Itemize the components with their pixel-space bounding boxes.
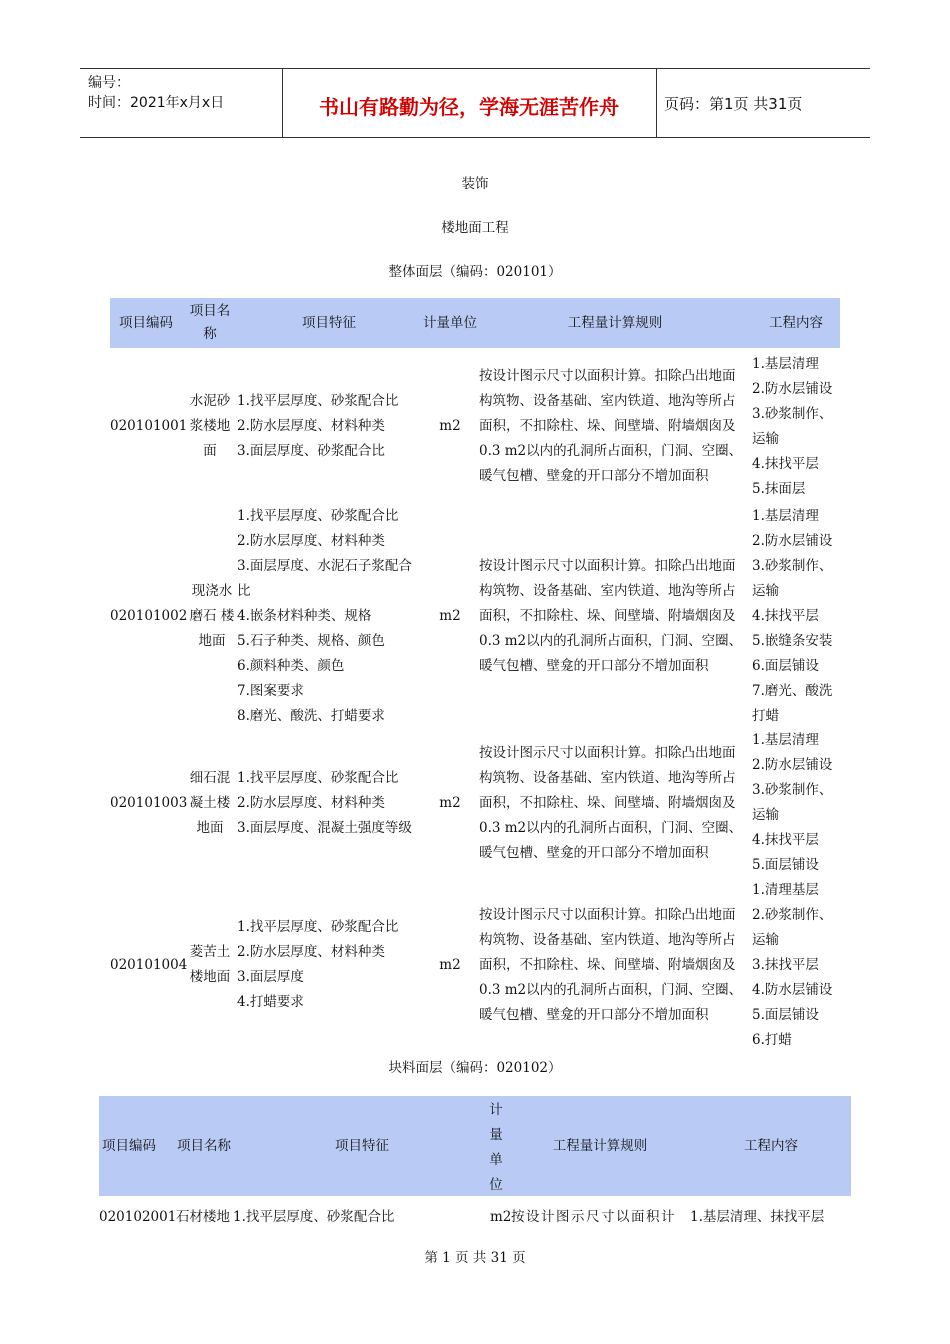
item-features	[237, 766, 412, 841]
item-content: 1.基层清理、抹找平层	[690, 1209, 825, 1225]
feature-line: 1.找平层厚度、砂浆配合比	[237, 508, 399, 524]
feature-line: 7.图案要求	[237, 683, 304, 699]
section-title-2: 块料面层（编码：020102）	[388, 1060, 562, 1076]
rule-line: 按设计图示尺寸以面积计算。扣除凸出地面	[479, 745, 736, 761]
rule-line: 暖气包槽、壁龛的开口部分不增加面积	[479, 845, 709, 861]
table2-col-rule: 工程量计算规则	[552, 1138, 648, 1154]
feature-line: 3.面层厚度、砂浆配合比	[237, 443, 385, 459]
item-code: 020102001	[99, 1209, 177, 1225]
table1-col-unit: 计量单位	[423, 315, 477, 331]
content-line: 5.抹面层	[752, 481, 806, 497]
rule-line: 0.3 m2以内的孔洞所占面积，门洞、空圈、	[479, 633, 743, 649]
item-rule	[479, 364, 742, 489]
feature-line: 2.防水层厚度、材料种类	[237, 944, 385, 960]
feature-line: 1.找平层厚度、砂浆配合比	[237, 919, 399, 935]
feature-line: 1.找平层厚度、砂浆配合比	[237, 393, 399, 409]
code-label: 编号：	[88, 75, 130, 91]
content-line: 3.砂浆制作、	[752, 406, 833, 422]
item-code: 020101004	[110, 957, 188, 973]
rule-line: 0.3 m2以内的孔洞所占面积，门洞、空圈、	[479, 820, 743, 836]
page-footer: 第 1 页 共 31 页	[424, 1250, 526, 1266]
item-content	[752, 878, 832, 1053]
item-name-line: 面	[203, 443, 217, 459]
item-unit: m2	[439, 795, 461, 811]
content-line: 运输	[752, 431, 779, 447]
content-line: 3.抹找平层	[752, 957, 819, 973]
content-line: 6.面层铺设	[752, 658, 819, 674]
table1-col-rule: 工程量计算规则	[567, 315, 663, 331]
feature-line: 比	[237, 583, 251, 599]
content-line: 2.砂浆制作、	[752, 907, 833, 923]
rule-line: 构筑物、设备基础、室内铁道、地沟等所占	[479, 932, 736, 948]
rule-line: 面积，不扣除柱、垛、间壁墙、附墙烟囱及	[479, 795, 736, 811]
feature-line: 2.防水层厚度、材料种类	[237, 795, 385, 811]
item-name-line: 地面	[198, 633, 226, 649]
item-name-line: 浆楼地	[189, 418, 231, 434]
item-rule	[479, 903, 742, 1028]
feature-line: 3.面层厚度、混凝土强度等级	[237, 820, 412, 836]
content-line: 打蜡	[752, 708, 779, 724]
item-features	[237, 389, 398, 464]
rule-line: 0.3 m2以内的孔洞所占面积，门洞、空圈、	[479, 982, 743, 998]
item-rule	[479, 554, 742, 679]
doc-subtitle: 楼地面工程	[441, 220, 509, 236]
item-name	[186, 389, 234, 464]
unit-header-char: 量	[489, 1127, 503, 1143]
content-line: 2.防水层铺设	[752, 381, 833, 397]
table2-col-features: 项目特征	[335, 1138, 389, 1154]
item-name-line: 细石混	[189, 770, 231, 786]
doc-title: 装饰	[461, 176, 489, 192]
content-line: 运输	[752, 807, 779, 823]
unit-header-char: 位	[489, 1177, 503, 1193]
item-name-line: 磨石 楼	[189, 608, 235, 624]
rule-line: 按设计图示尺寸以面积计算。扣除凸出地面	[479, 558, 736, 574]
item-name-line: 楼地面	[189, 969, 231, 985]
feature-line: 3.面层厚度、水泥石子浆配合	[237, 558, 412, 574]
rule-line: 按设计图示尺寸以面积计算。扣除凸出地面	[479, 907, 736, 923]
item-content	[752, 728, 832, 878]
item-name-line: 现浇水	[191, 583, 233, 599]
rule-line: 构筑物、设备基础、室内铁道、地沟等所占	[479, 770, 736, 786]
feature-line: 2.防水层厚度、材料种类	[237, 533, 385, 549]
feature-line: 2.防水层厚度、材料种类	[237, 418, 385, 434]
content-line: 1.基层清理	[752, 356, 819, 372]
content-line: 3.砂浆制作、	[752, 782, 833, 798]
rule-line: 面积，不扣除柱、垛、间壁墙、附墙烟囱及	[479, 608, 736, 624]
item-rule	[479, 741, 742, 866]
item-unit: m2	[439, 418, 461, 434]
feature-line: 1.找平层厚度、砂浆配合比	[237, 770, 399, 786]
item-content	[752, 352, 832, 502]
content-line: 运输	[752, 932, 779, 948]
content-line: 5.嵌缝条安装	[752, 633, 833, 649]
content-line: 3.砂浆制作、	[752, 558, 833, 574]
feature-line: 4.打蜡要求	[237, 994, 304, 1010]
feature-line: 4.嵌条材料种类、规格	[237, 608, 372, 624]
table2-col-code: 项目编码	[102, 1138, 156, 1154]
content-line: 1.基层清理	[752, 732, 819, 748]
table2-col-unit	[485, 1098, 507, 1198]
rule-line: 面积，不扣除柱、垛、间壁墙、附墙烟囱及	[479, 957, 736, 973]
feature-line: 8.磨光、酸洗、打蜡要求	[237, 708, 385, 724]
table1-col-content: 工程内容	[769, 315, 823, 331]
rule-line: 暖气包槽、壁龛的开口部分不增加面积	[479, 468, 709, 484]
rule-line: 构筑物、设备基础、室内铁道、地沟等所占	[479, 583, 736, 599]
feature-line: 3.面层厚度	[237, 969, 304, 985]
item-code: 020101003	[110, 795, 188, 811]
content-line: 5.面层铺设	[752, 857, 819, 873]
item-unit: m2	[490, 1209, 512, 1225]
table1-col-code: 项目编码	[119, 315, 173, 331]
page-header	[80, 68, 870, 138]
item-code: 020101002	[110, 608, 188, 624]
content-line: 5.面层铺设	[752, 1007, 819, 1023]
item-name	[186, 940, 234, 990]
table1-col-name: 项目名称	[189, 303, 231, 342]
table2-header	[99, 1096, 851, 1196]
unit-header-char: 单	[489, 1152, 503, 1168]
rule-line: 暖气包槽、壁龛的开口部分不增加面积	[479, 1007, 709, 1023]
feature-line: 5.石子种类、规格、颜色	[237, 633, 385, 649]
content-line: 4.抹找平层	[752, 608, 819, 624]
content-line: 4.防水层铺设	[752, 982, 833, 998]
header-meta	[88, 73, 224, 113]
content-line: 1.基层清理	[752, 508, 819, 524]
item-unit: m2	[439, 608, 461, 624]
item-features: 1.找平层厚度、砂浆配合比	[233, 1209, 395, 1225]
item-code: 020101001	[110, 418, 188, 434]
unit-header-char: 计	[489, 1102, 503, 1118]
item-name: 石材楼地	[176, 1209, 230, 1225]
content-line: 7.磨光、酸洗	[752, 683, 833, 699]
content-line: 4.抹找平层	[752, 832, 819, 848]
content-line: 运输	[752, 583, 779, 599]
item-features	[237, 915, 398, 1015]
table2-col-name: 项目名称	[177, 1138, 231, 1154]
section-title-1: 整体面层（编码：020101）	[388, 264, 562, 280]
header-page-number: 页码：第1页 共31页	[664, 95, 803, 113]
rule-line: 面积，不扣除柱、垛、间壁墙、附墙烟囱及	[479, 418, 736, 434]
item-features	[237, 504, 412, 729]
header-motto: 书山有路勤为径，学海无涯苦作舟	[319, 95, 619, 119]
content-line: 2.防水层铺设	[752, 533, 833, 549]
item-name-line: 凝土楼	[189, 795, 231, 811]
item-name	[186, 766, 234, 841]
item-unit: m2	[439, 957, 461, 973]
feature-line: 6.颜料种类、颜色	[237, 658, 345, 674]
table1-col-features: 项目特征	[302, 315, 356, 331]
header-divider	[656, 69, 657, 137]
rule-line: 暖气包槽、壁龛的开口部分不增加面积	[479, 658, 709, 674]
content-line: 6.打蜡	[752, 1032, 792, 1048]
rule-line: 构筑物、设备基础、室内铁道、地沟等所占	[479, 393, 736, 409]
item-name-line: 水泥砂	[189, 393, 231, 409]
content-line: 2.防水层铺设	[752, 757, 833, 773]
item-name-line: 菱苦土	[189, 944, 231, 960]
rule-line: 按设计图示尺寸以面积计算。扣除凸出地面	[479, 368, 736, 384]
rule-line: 0.3 m2以内的孔洞所占面积，门洞、空圈、	[479, 443, 743, 459]
table2-col-content: 工程内容	[744, 1138, 798, 1154]
item-rule: 按设计图示尺寸以面积计	[511, 1209, 676, 1225]
date-label: 时间：2021年x月x日	[88, 95, 225, 111]
table1-header	[110, 298, 840, 348]
item-content	[752, 504, 832, 729]
item-name-line: 地面	[196, 820, 224, 836]
content-line: 4.抹找平层	[752, 456, 819, 472]
content-line: 1.清理基层	[752, 882, 819, 898]
item-name	[186, 579, 238, 654]
